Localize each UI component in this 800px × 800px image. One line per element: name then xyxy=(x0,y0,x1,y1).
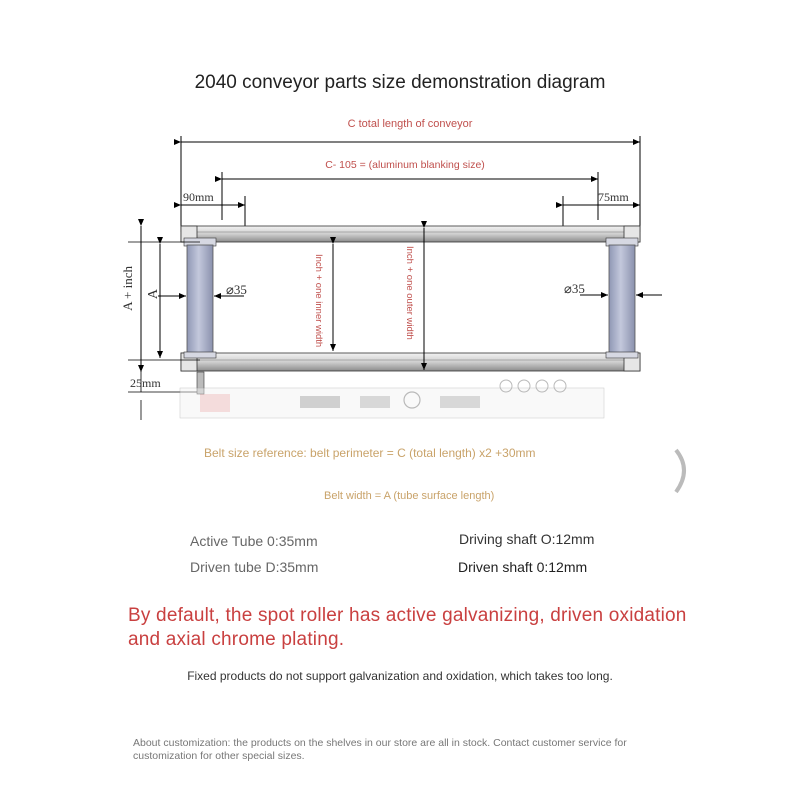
default-finish-note: By default, the spot roller has active galvanizing, driven oxidation and axial chrome plating. xyxy=(128,605,687,650)
c105-dimension xyxy=(222,172,598,220)
right-roller xyxy=(606,238,638,358)
c-total-label: C total length of conveyor xyxy=(347,118,473,130)
active-tube-spec: Active Tube 0:35mm xyxy=(190,533,318,549)
belt-width-note: Belt width = A (tube surface length) xyxy=(324,490,495,502)
driven-tube-spec: Driven tube D:35mm xyxy=(190,559,319,575)
right-diameter-label: ⌀35 xyxy=(564,281,585,296)
bottom-rail xyxy=(181,353,640,371)
a-plus-inch-label: A + inch xyxy=(120,266,135,311)
c-total-dimension xyxy=(181,136,640,232)
belt-size-reference: Belt size reference: belt perimeter = C (total length) x2 +30mm xyxy=(204,446,536,460)
right-offset-label: 75mm xyxy=(598,190,629,204)
left-roller xyxy=(184,238,216,358)
bottom-offset-label: 25mm xyxy=(130,376,161,390)
page-title: 2040 conveyor parts size demonstration diagram xyxy=(194,72,606,93)
c105-label: C- 105 = (aluminum blanking size) xyxy=(325,159,485,171)
inner-width-label: Inch + one inner width xyxy=(313,254,324,348)
a-label: A xyxy=(146,289,161,300)
left-diameter-label: ⌀35 xyxy=(226,282,247,297)
driving-shaft-spec: Driving shaft O:12mm xyxy=(459,531,595,547)
left-offset-label: 90mm xyxy=(183,190,214,204)
top-rail xyxy=(181,226,640,242)
fixed-products-note: Fixed products do not support galvanization and oxidation, which takes too long. xyxy=(187,669,613,683)
edge-ghost xyxy=(676,450,684,492)
customization-note: About customization: the products on the shelves in our store are all in stock. Contact customer service for customization for other special sizes. xyxy=(133,737,627,762)
driven-shaft-spec: Driven shaft 0:12mm xyxy=(458,559,588,575)
side-view-ghost xyxy=(180,380,604,418)
outer-width-label: Inch + one outer width xyxy=(404,246,415,340)
